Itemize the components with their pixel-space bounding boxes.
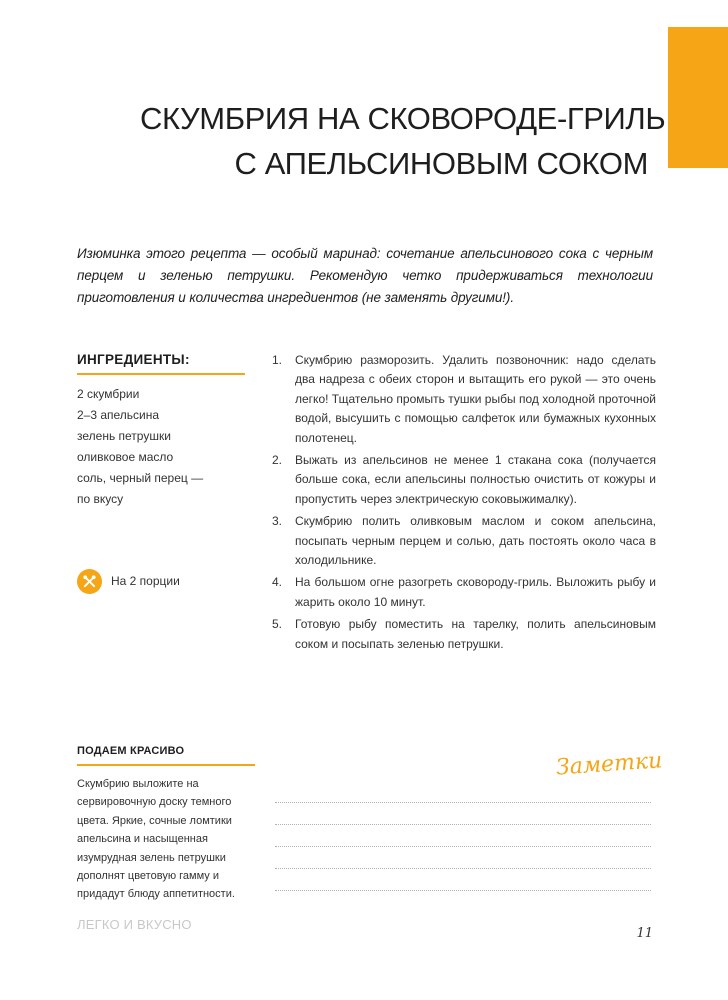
title-line-1: СКУМБРИЯ НА СКОВОРОДЕ-ГРИЛЬ	[140, 101, 666, 136]
serve-heading: ПОДАЕМ КРАСИВО	[77, 745, 255, 766]
step-number: 3.	[272, 514, 283, 529]
step-item	[272, 512, 656, 570]
steps-list	[272, 351, 656, 657]
step-number: 1.	[272, 353, 283, 367]
title-line-2: С АПЕЛЬСИНОВЫМ СОКОМ	[234, 146, 648, 181]
step-text: Скумбрию разморозить. Удалить позвоночник: надо сделать два надреза с обеих сторон и вытащить его рукой — это очень легко! Тщательно промыть тушки рыбы под холодной проточной водой, высушить с помощью салфеток или бумажных кухонных полотенец.	[295, 353, 656, 445]
step-number: 4.	[272, 575, 283, 590]
step-text: Готовую рыбу поместить на тарелку, полить апельсиновым соком и посыпать зеленью петрушки.	[295, 617, 656, 651]
ingredient-item: 2–3 апельсина	[77, 408, 160, 422]
serve-text: Скумбрию выложите на сервировочную доску темного цвета. Яркие, сочные ломтики апельсина и насыщенная изумрудная зелень петрушки дополнят цветовую гамму и придадут блюду аппетитности.	[77, 778, 235, 901]
ingredient-item: по вкусу	[77, 492, 124, 506]
step-text: Скумбрию полить оливковым маслом и соком апельсина, посыпать черным перцем и солью, дать постоять около часа в холодильнике.	[295, 514, 656, 568]
page-number: 11	[636, 926, 653, 941]
footer-book-title: ЛЕГКО И ВКУСНО	[77, 917, 192, 932]
step-item	[272, 351, 656, 448]
ingredient-item: зелень петрушки	[77, 429, 171, 443]
step-text: На большом огне разогреть сковороду-гриль. Выложить рыбу и жарить около 10 минут.	[295, 575, 656, 609]
step-number: 5.	[272, 617, 283, 632]
ingredient-item: 2 скумбрии	[77, 387, 140, 401]
notes-line	[275, 846, 651, 847]
recipe-title	[140, 96, 666, 186]
ingredient-item: оливковое масло	[77, 450, 174, 464]
ingredients-heading: ИНГРЕДИЕНТЫ:	[77, 352, 245, 375]
ingredients-list	[77, 384, 257, 510]
step-item	[272, 573, 656, 612]
step-item	[272, 451, 656, 509]
step-item	[272, 615, 656, 654]
notes-line	[275, 824, 651, 825]
ingredient-item: соль, черный перец —	[77, 471, 204, 485]
step-text: Выжать из апельсинов не менее 1 стакана сока (получается больше сока, если апельсины полностью очистить от кожуры и пропустить через электрическую соковыжималку).	[295, 453, 656, 506]
step-number: 2.	[272, 453, 283, 468]
recipe-intro: Изюминка этого рецепта — особый маринад: сочетание апельсинового сока с черным перцем и зеленью петрушки. Рекомендую четко придерживаться технологии приготовления и количества ингредиентов (не заменять другими!).	[77, 246, 653, 305]
notes-line	[275, 802, 651, 803]
accent-bar	[668, 27, 728, 168]
notes-line	[275, 868, 651, 869]
fork-knife-icon	[77, 569, 102, 594]
notes-title: Заметки	[555, 748, 664, 781]
portions-label: На 2 порции	[111, 574, 180, 588]
notes-line	[275, 890, 651, 891]
portions-info	[77, 567, 180, 595]
